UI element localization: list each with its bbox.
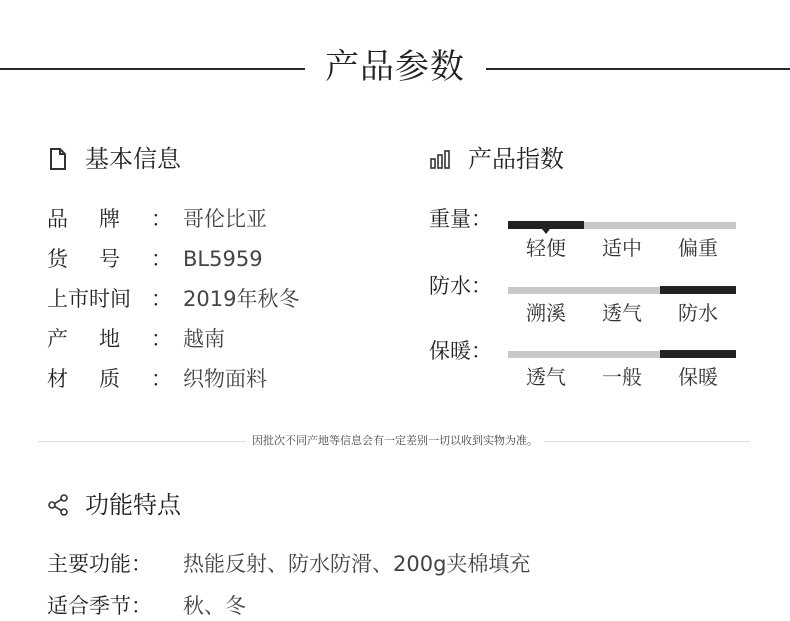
index-bar-selected <box>660 350 736 358</box>
info-value-brand: 哥伦比亚 <box>183 207 267 231</box>
index-option: 透气 <box>602 301 642 325</box>
index-option: 偏重 <box>678 236 718 260</box>
feature-label: 主要功能： <box>47 552 152 576</box>
index-option: 防水 <box>678 301 718 325</box>
info-value-sku: BL5959 <box>183 247 263 271</box>
info-label-launch: 上市时间 <box>47 287 131 311</box>
index-label-waterproof: 防水： <box>429 274 492 298</box>
page-title: 产品参数 <box>0 44 790 90</box>
info-colon: ： <box>151 367 172 391</box>
info-colon: ： <box>151 287 172 311</box>
feature-row-season <box>47 591 246 621</box>
index-option: 一般 <box>602 365 642 389</box>
info-label-char: 地 <box>99 327 120 351</box>
index-options-warmth <box>508 363 736 391</box>
index-option: 透气 <box>526 365 566 389</box>
index-options-waterproof <box>508 299 736 327</box>
info-value-origin: 越南 <box>183 327 225 351</box>
index-bar-selected <box>660 286 736 294</box>
info-label-char: 货 <box>47 247 68 271</box>
feature-value: 秋、冬 <box>183 594 246 618</box>
index-label-warmth: 保暖： <box>429 339 492 363</box>
features-title: 功能特点 <box>85 491 181 519</box>
index-option: 溯溪 <box>526 301 566 325</box>
info-label-char: 牌 <box>99 207 120 231</box>
features-header <box>47 490 181 520</box>
feature-label: 适合季节： <box>47 594 152 618</box>
info-label-char: 材 <box>47 367 68 391</box>
index-label-weight: 重量： <box>429 207 492 231</box>
index-bar-waterproof <box>508 287 736 294</box>
info-colon: ： <box>151 207 172 231</box>
info-label-char: 产 <box>47 327 68 351</box>
info-label-char: 品 <box>47 207 68 231</box>
index-option: 轻便 <box>526 236 566 260</box>
product-index-header <box>430 144 564 174</box>
index-bar-warmth <box>508 351 736 358</box>
feature-value: 热能反射、防水防滑、200g夹棉填充 <box>183 552 531 576</box>
disclaimer-note: 因批次不同产地等信息会有一定差别一切以收到实物为准。 <box>0 433 790 449</box>
basic-info-title: 基本信息 <box>85 145 181 173</box>
product-index-title: 产品指数 <box>468 145 564 173</box>
info-label-char: 质 <box>99 367 120 391</box>
index-bar-selected <box>508 221 584 229</box>
index-option: 适中 <box>602 236 642 260</box>
share-icon <box>47 493 69 517</box>
index-options-weight <box>508 234 736 262</box>
document-icon <box>47 147 69 171</box>
info-colon: ： <box>151 327 172 351</box>
index-option: 保暖 <box>678 365 718 389</box>
index-bar-weight <box>508 222 736 229</box>
info-value-material: 织物面料 <box>183 367 267 391</box>
info-value-launch: 2019年秋冬 <box>183 287 300 311</box>
basic-info-header <box>47 144 181 174</box>
bar-chart-icon <box>430 147 452 171</box>
info-label-char: 号 <box>99 247 120 271</box>
info-colon: ： <box>151 247 172 271</box>
feature-row-main <box>47 549 531 579</box>
